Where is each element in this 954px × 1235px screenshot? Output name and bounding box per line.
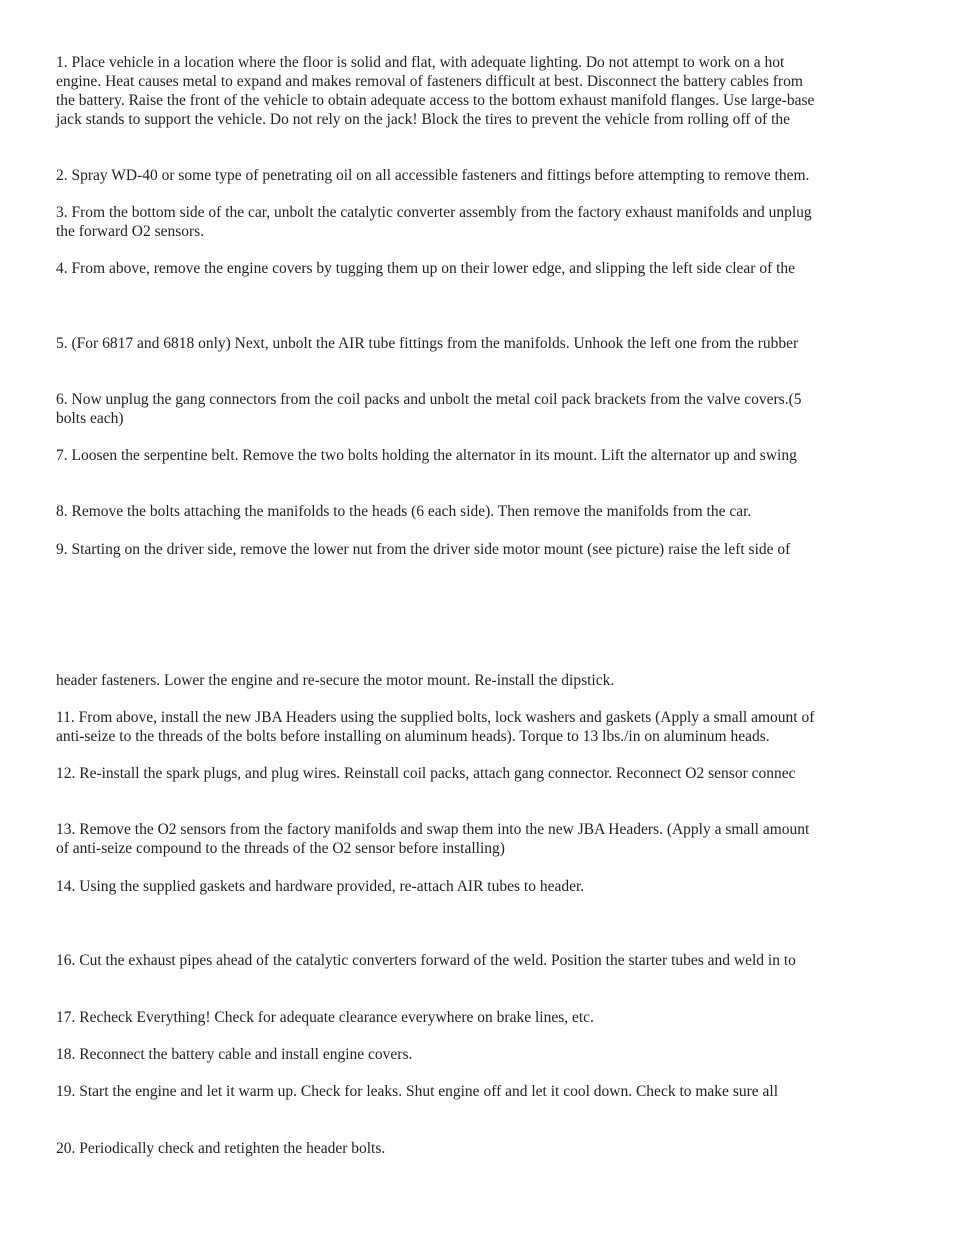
text-line: 18. Reconnect the battery cable and install engine covers. (56, 1046, 413, 1063)
text-line: 11. From above, install the new JBA Headers using the supplied bolts, lock washers and gaskets (Apply a small amount of (56, 709, 815, 726)
step-12 (56, 764, 898, 783)
text-line: 3. From the bottom side of the car, unbolt the catalytic converter assembly from the factory exhaust manifolds and unplug (56, 204, 812, 221)
step-14 (56, 877, 898, 896)
step-2 (56, 166, 898, 185)
step-1 (56, 53, 898, 129)
text-line: 9. Starting on the driver side, remove the lower nut from the driver side motor mount (see picture) raise the left side of (56, 541, 791, 558)
text-line: the forward O2 sensors. (56, 223, 205, 240)
text-line: 6. Now unplug the gang connectors from the coil packs and unbolt the metal coil pack brackets from the valve covers.(5 (56, 391, 802, 408)
text-line: bolts each) (56, 410, 124, 427)
step-19 (56, 1082, 898, 1101)
text-line: 19. Start the engine and let it warm up. Check for leaks. Shut engine off and let it cool down. Check to make sure all (56, 1083, 779, 1100)
step-13 (56, 820, 898, 858)
text-line: 5. (For 6817 and 6818 only) Next, unbolt the AIR tube fittings from the manifolds. Unhook the left one from the rubber (56, 335, 799, 352)
step-17 (56, 1008, 898, 1027)
text-line: 7. Loosen the serpentine belt. Remove the two bolts holding the alternator in its mount. Lift the alternator up and swing (56, 447, 797, 464)
step-7 (56, 446, 898, 465)
step-18 (56, 1045, 898, 1064)
text-line: 17. Recheck Everything! Check for adequate clearance everywhere on brake lines, etc. (56, 1009, 594, 1026)
text-line: header fasteners. Lower the engine and re-secure the motor mount. Re-install the dipstick. (56, 672, 615, 689)
step-9 (56, 540, 898, 559)
text-line: 8. Remove the bolts attaching the manifolds to the heads (6 each side). Then remove the manifolds from the car. (56, 503, 752, 520)
step-6 (56, 390, 898, 428)
text-line: of anti-seize compound to the threads of the O2 sensor before installing) (56, 840, 505, 857)
step-11 (56, 708, 898, 746)
text-line: 12. Re-install the spark plugs, and plug wires. Reinstall coil packs, attach gang connector. Reconnect O2 sensor connec (56, 765, 796, 782)
text-line: anti-seize to the threads of the bolts before installing on aluminum heads). Torque to 13 lbs./in on aluminum heads. (56, 728, 770, 745)
text-line: 4. From above, remove the engine covers by tugging them up on their lower edge, and slipping the left side clear of the (56, 260, 796, 277)
text-line: engine. Heat causes metal to expand and makes removal of fasteners difficult at best. Disconnect the battery cables from (56, 73, 803, 90)
text-line: 2. Spray WD-40 or some type of penetrating oil on all accessible fasteners and fittings before attempting to remove them. (56, 167, 810, 184)
step-4 (56, 259, 898, 278)
step-16 (56, 951, 898, 970)
step-8 (56, 502, 898, 521)
text-line: 14. Using the supplied gaskets and hardware provided, re-attach AIR tubes to header. (56, 878, 585, 895)
text-line: 1. Place vehicle in a location where the floor is solid and flat, with adequate lighting. Do not attempt to work on a hot (56, 54, 785, 71)
text-line: 20. Periodically check and retighten the header bolts. (56, 1140, 386, 1157)
step-10-continuation (56, 671, 898, 690)
text-line: jack stands to support the vehicle. Do not rely on the jack! Block the tires to prevent the vehicle from rolling off of the (56, 111, 791, 128)
text-line: the battery. Raise the front of the vehicle to obtain adequate access to the bottom exhaust manifold flanges. Use large-base (56, 92, 815, 109)
text-line: 16. Cut the exhaust pipes ahead of the catalytic converters forward of the weld. Position the starter tubes and weld in to (56, 952, 796, 969)
text-line: 13. Remove the O2 sensors from the factory manifolds and swap them into the new JBA Headers. (Apply a small amount (56, 821, 810, 838)
step-20 (56, 1139, 898, 1158)
step-3 (56, 203, 898, 241)
step-5 (56, 334, 898, 353)
